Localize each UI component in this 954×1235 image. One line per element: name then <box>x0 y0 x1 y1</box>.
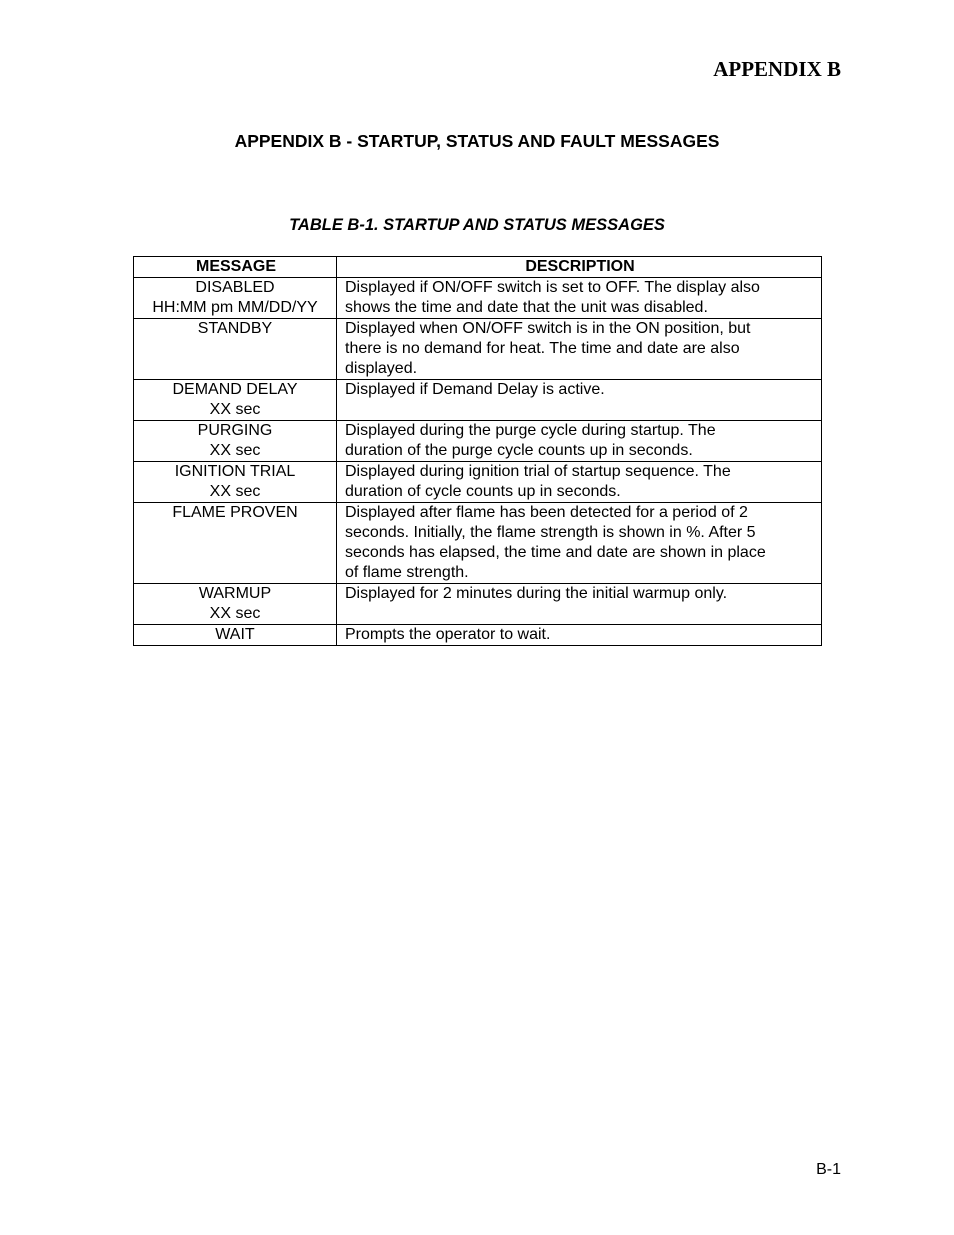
message-line: DISABLED <box>195 279 275 296</box>
message-line: FLAME PROVEN <box>172 504 298 521</box>
page-number: B-1 <box>816 1161 841 1178</box>
column-header-description: DESCRIPTION <box>337 257 822 278</box>
description-line: duration of the purge cycle counts up in seconds. <box>345 442 693 459</box>
column-header-message: MESSAGE <box>134 257 337 278</box>
description-cell <box>337 319 822 380</box>
table-row <box>134 584 822 625</box>
description-line: Displayed after flame has been detected for a period of 2 <box>345 504 748 521</box>
startup-status-messages-table <box>133 256 822 646</box>
message-cell <box>134 421 337 462</box>
table-header <box>134 257 822 278</box>
description-line: seconds. Initially, the flame strength is shown in %. After 5 <box>345 524 756 541</box>
description-cell <box>337 278 822 319</box>
table-caption: TABLE B-1. STARTUP AND STATUS MESSAGES <box>289 216 665 234</box>
message-cell <box>134 462 337 503</box>
description-line: Prompts the operator to wait. <box>345 626 551 643</box>
description-line: displayed. <box>345 360 418 377</box>
message-line: WARMUP <box>198 585 272 602</box>
description-line: Displayed if ON/OFF switch is set to OFF. The display also <box>345 279 760 296</box>
description-line: seconds has elapsed, the time and date are shown in place <box>345 544 766 561</box>
table-row <box>134 462 822 503</box>
description-line: Displayed when ON/OFF switch is in the ON position, but <box>345 320 751 337</box>
description-line: there is no demand for heat. The time and date are also <box>345 340 740 357</box>
message-cell <box>134 278 337 319</box>
description-cell <box>337 421 822 462</box>
message-cell <box>134 625 337 646</box>
table-row <box>134 380 822 421</box>
running-head: APPENDIX B <box>713 57 841 81</box>
message-cell <box>134 380 337 421</box>
message-line: WAIT <box>215 626 255 643</box>
description-line: Displayed if Demand Delay is active. <box>345 381 605 398</box>
table-header-row <box>134 257 822 278</box>
table-row <box>134 319 822 380</box>
message-line: PURGING <box>197 422 273 439</box>
message-line: XX sec <box>209 401 261 418</box>
description-line: Displayed for 2 minutes during the initial warmup only. <box>345 585 728 602</box>
message-line: XX sec <box>209 442 261 459</box>
description-cell <box>337 462 822 503</box>
message-cell <box>134 503 337 584</box>
table-row <box>134 625 822 646</box>
table-row <box>134 278 822 319</box>
description-cell <box>337 625 822 646</box>
description-line: Displayed during ignition trial of startup sequence. The <box>345 463 731 480</box>
description-cell <box>337 503 822 584</box>
message-line: IGNITION TRIAL <box>174 463 296 480</box>
message-line: XX sec <box>209 605 261 622</box>
description-line: shows the time and date that the unit was disabled. <box>345 299 708 316</box>
message-line: HH:MM pm MM/DD/YY <box>152 299 318 316</box>
page-title: APPENDIX B - STARTUP, STATUS AND FAULT MESSAGES <box>234 131 720 151</box>
description-line: duration of cycle counts up in seconds. <box>345 483 621 500</box>
table-row <box>134 503 822 584</box>
description-cell <box>337 380 822 421</box>
message-cell <box>134 319 337 380</box>
message-cell <box>134 584 337 625</box>
description-line: of flame strength. <box>345 564 469 581</box>
message-line: STANDBY <box>197 320 273 337</box>
message-line: DEMAND DELAY <box>172 381 298 398</box>
description-cell <box>337 584 822 625</box>
description-line: Displayed during the purge cycle during startup. The <box>345 422 716 439</box>
table-row <box>134 421 822 462</box>
message-line: XX sec <box>209 483 261 500</box>
table-body <box>134 278 822 646</box>
